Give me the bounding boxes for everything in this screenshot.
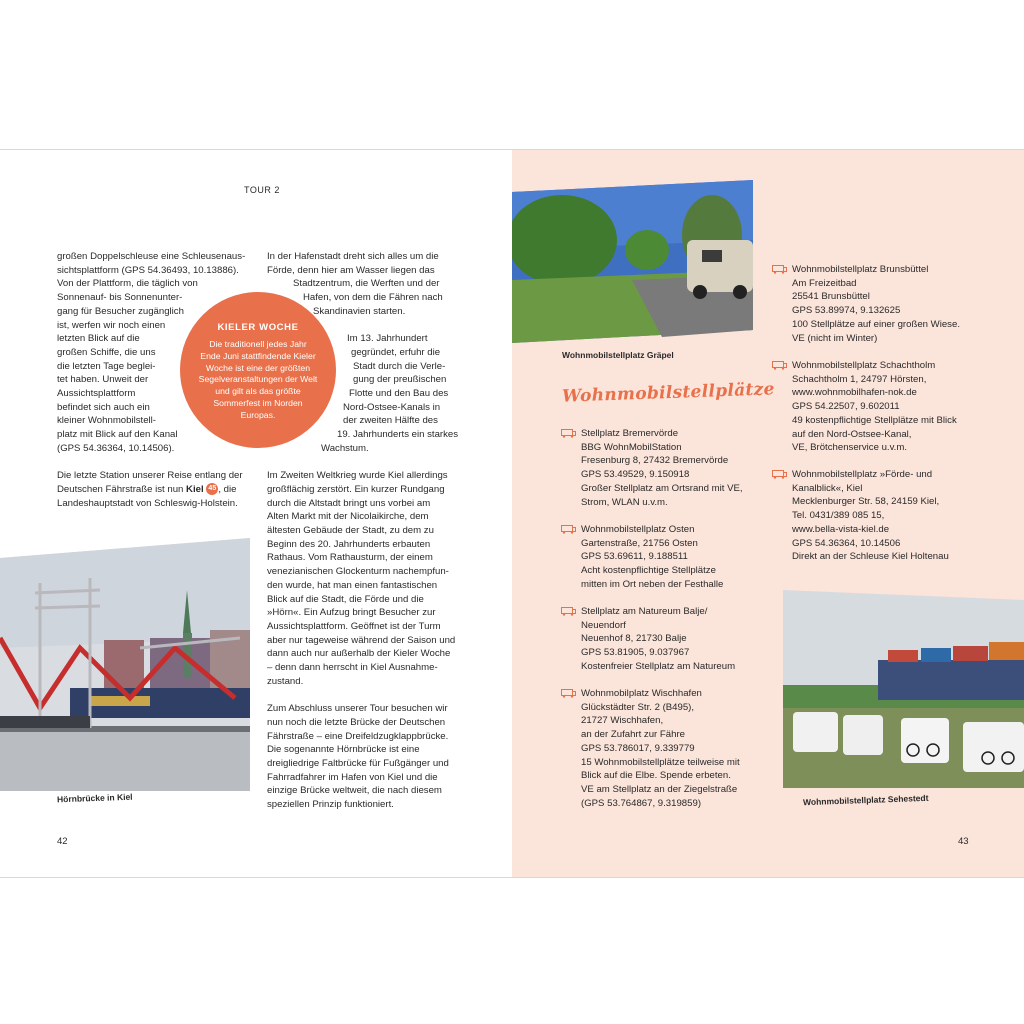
text-line: GPS 53.81905, 9.037967: [581, 647, 690, 659]
entry-title: Wohnmobilstellplatz »Förde- und: [792, 469, 933, 480]
text-line: speziellen Prinzip funktioniert.: [267, 799, 394, 811]
text-line: Alten Markt mit der Nicolaikirche, dem: [267, 511, 429, 523]
text-line: Blick auf die Stadt, die Förde und die: [267, 593, 424, 605]
camper-van-icon: [561, 606, 576, 616]
website-link[interactable]: www.wohnmobilhafen-nok.de: [792, 387, 917, 399]
text-line: GPS 53.69611, 9.188511: [581, 551, 688, 563]
text-line: GPS 54.36364, 10.14506: [792, 537, 901, 549]
text-line: Rathaus. Vom Rathausturm, der einem: [267, 552, 433, 564]
text-line: GPS 53.89974, 9.132625: [792, 305, 901, 317]
camper-van-icon: [772, 360, 787, 370]
text-line: kleiner Wohnmobilstell-: [57, 415, 156, 427]
entry-title: Wohnmobilplatz Wischhafen: [581, 688, 702, 699]
text-line: »Hörn«. Ein Aufzug bringt Besucher zur: [267, 607, 436, 619]
text-line: Förde, denn hier am Wasser liegen das: [267, 264, 435, 276]
text-line: Schachtholm 1, 24797 Hörsten,: [792, 373, 927, 385]
camper-van-icon: [772, 469, 787, 479]
text-line: – denn dann herrscht in Kiel Ausnahme-: [267, 662, 438, 674]
text-line: , die: [218, 483, 237, 495]
text-line: einzige Brücke weltweit, die nach diesem: [267, 785, 442, 797]
text-line: großen Doppelschleuse eine Schleusenaus-: [57, 251, 246, 262]
text-line: Ende Juni stattfindende Kieler: [200, 350, 316, 361]
entry-title: Wohnmobilstellplatz Osten: [581, 524, 695, 535]
entry-title: Wohnmobilstellplatz Schachtholm: [792, 360, 936, 371]
text-line: an der Zufahrt zur Fähre: [581, 729, 685, 741]
text-line: Strom, WLAN u.v.m.: [581, 496, 668, 508]
text-line: Stadt durch die Verle-: [353, 360, 446, 372]
text-line: befindet sich auch ein: [57, 401, 150, 413]
text-line: (GPS 53.764867, 9.319859): [581, 797, 702, 809]
text-line: nun noch die letzte Brücke der Deutschen: [267, 716, 446, 728]
text-line: BBG WohnMobilStation: [581, 441, 682, 453]
text-line: Hafen, von dem die Fähren nach: [303, 292, 443, 304]
text-line: Die traditionell jedes Jahr: [209, 339, 307, 349]
text-line: 21727 Wischhafen,: [581, 715, 664, 727]
text-line: Beginn des 20. Jahrhunderts erbauten: [267, 538, 431, 550]
text-line: Neuenhof 8, 21730 Balje: [581, 633, 687, 645]
text-line: Aussichtsplattform: [57, 388, 136, 400]
photo-caption: Wohnmobilstellplatz Gräpel: [562, 350, 674, 360]
text-line: ist, werfen wir noch einen: [57, 319, 166, 331]
text-line: Neuendorf: [581, 619, 626, 631]
text-line: aber nur tageweise während der Saison und: [267, 634, 456, 646]
paragraph: [267, 702, 463, 812]
text-line: Kostenfreier Stellplatz am Natureum: [581, 660, 736, 672]
infobox-title: KIELER WOCHE: [217, 322, 299, 333]
text-line: dreigliedrige Faltbrücke für Fußgänger und: [267, 757, 449, 769]
text-line: tet haben. Unweit der: [57, 374, 149, 386]
text-line: Glückstädter Str. 2 (B495),: [581, 701, 695, 713]
campers-at-harbour-illustration: [783, 590, 1024, 788]
text-line: Fährstraße – eine Dreifeldzugklappbrücke.: [267, 730, 449, 742]
section-heading: Wohnmobilstellplätze: [561, 379, 776, 407]
paragraph: [267, 469, 463, 688]
text-line: Stadtzentrum, die Werften und der: [293, 278, 440, 290]
text-line: Europas.: [240, 409, 276, 420]
text-line: Im Zweiten Weltkrieg wurde Kiel allerdings: [267, 470, 448, 482]
page-number-left: 42: [57, 836, 68, 847]
text-line: letzten Blick auf die: [57, 333, 140, 345]
photo-sehestedt: [783, 590, 1024, 788]
text-line: 25541 Brunsbüttel: [792, 291, 870, 303]
text-line: gang für Besucher zugänglich: [57, 305, 184, 317]
text-line: auf den Nord-Ostsee-Kanal,: [792, 428, 912, 440]
text-line: platz mit Blick auf den Kanal: [57, 429, 178, 441]
entry-title: Stellplatz am Natureum Balje/: [581, 606, 708, 617]
entry-title: Wohnmobilstellplatz Brunsbüttel: [792, 264, 929, 275]
text-line: zustand.: [267, 675, 304, 687]
camper-entry: [581, 687, 740, 810]
text-line: Woche ist eine der größten: [205, 362, 311, 373]
text-line: Von der Plattform, die täglich von: [57, 278, 198, 290]
text-line: Am Freizeitbad: [792, 277, 857, 289]
text-line: GPS 53.49529, 9.150918: [581, 469, 690, 481]
text-line: großflächig zerstört. Ein kurzer Rundgang: [267, 483, 445, 495]
text-line: 15 Wohnmobilstellplätze teilweise mit: [581, 756, 740, 768]
text-line: Sommerfest im Norden: [213, 397, 303, 408]
text-line: (GPS 54.36364, 10.14506).: [57, 442, 175, 454]
camper-entry: [581, 605, 735, 674]
location-number-badge: 45: [206, 483, 218, 495]
text-line: Fresenburg 8, 27432 Bremervörde: [581, 455, 729, 467]
text-line: Acht kostenpflichtige Stellplätze: [581, 565, 716, 577]
text-line: Flotte und den Bau des: [349, 388, 449, 400]
text-line: Wachstum.: [321, 442, 369, 454]
text-line: Tel. 0431/389 085 15,: [792, 510, 885, 522]
kieler-woche-infobox: [180, 292, 336, 448]
text-line: Landeshauptstadt von Schleswig-Holstein.: [57, 497, 238, 509]
website-link[interactable]: www.bella-vista-kiel.de: [792, 523, 890, 535]
text-line: Direkt an der Schleuse Kiel Holtenau: [792, 551, 949, 563]
camper-entry: [581, 523, 723, 592]
text-line: und gilt als das größte: [215, 386, 301, 397]
entry-title: Stellplatz Bremervörde: [581, 428, 679, 439]
text-line: sichtsplattform (GPS 54.36493, 10.13886).: [57, 264, 239, 276]
infobox-text: [198, 339, 318, 422]
camper-entry: [792, 263, 960, 345]
place-name-kiel: Kiel: [186, 483, 204, 495]
text-line: Fahrradfahrer im Hafen von Kiel und die: [267, 771, 438, 783]
photo-hoernbruecke: [0, 538, 250, 791]
text-line: mitten im Ort neben der Festhalle: [581, 578, 724, 590]
camper-entry: [792, 468, 949, 564]
text-line: Im 13. Jahrhundert: [347, 333, 428, 345]
camper-entry: [792, 359, 957, 455]
text-line: ältesten Gebäude der Stadt, zu dem zu: [267, 525, 434, 537]
text-line: den wurde, hat man einen fantastischen: [267, 579, 438, 591]
text-line: Blick auf die Elbe. Spende erbeten.: [581, 770, 731, 782]
text-line: Mecklenburger Str. 58, 24159 Kiel,: [792, 496, 940, 508]
text-line: VE am Stellplatz an der Ziegelstraße: [581, 783, 738, 795]
text-line: VE (nicht im Winter): [792, 332, 878, 344]
paragraph-kiel: [57, 469, 255, 510]
text-line: Segelveranstaltungen der Welt: [198, 374, 318, 385]
camper-van-icon: [561, 524, 576, 534]
text-line: VE, Brötchenservice u.v.m.: [792, 442, 907, 454]
text-line: Sonnenauf- bis Sonnenunter-: [57, 292, 183, 304]
running-head: TOUR 2: [244, 185, 280, 195]
text-line: Die letzte Station unserer Reise entlang der: [57, 470, 243, 482]
text-line: Zum Abschluss unserer Tour besuchen wir: [267, 703, 448, 715]
page-number-right: 43: [958, 836, 969, 847]
camper-van-icon: [772, 264, 787, 274]
photo-caption: Wohnmobilstellplatz Sehestedt: [802, 792, 929, 808]
text-line: gung der preußischen: [353, 374, 447, 386]
text-line: die letzten Tage beglei-: [57, 360, 156, 372]
camper-van-icon: [561, 428, 576, 438]
book-spread: [0, 149, 1024, 878]
text-line: Die sogenannte Hörnbrücke ist eine: [267, 744, 420, 756]
text-line: der zweiten Hälfte des: [343, 415, 438, 427]
text-line: gegründet, erfuhr die: [351, 346, 441, 358]
text-line: Großer Stellplatz am Ortsrand mit VE,: [581, 482, 743, 494]
text-line: 19. Jahrhunderts ein starkes: [337, 429, 459, 441]
text-line: GPS 54.22507, 9.602011: [792, 401, 900, 413]
text-line: dann auch nur außerhalb der Kieler Woche: [267, 648, 451, 660]
text-line: GPS 53.786017, 9.339779: [581, 742, 695, 754]
camper-entry: [581, 427, 743, 509]
text-line: 49 kostenpflichtige Stellplätze mit Blick: [792, 414, 957, 426]
text-line: 100 Stellplätze auf einer großen Wiese.: [792, 318, 960, 330]
text-line: Skandinavien starten.: [313, 305, 406, 317]
text-line: Aussichtsplattform. Geöffnet ist der Turm: [267, 620, 441, 632]
text-line: großen Schiffe, die uns: [57, 346, 156, 358]
text-line: Kanalblick«, Kiel: [792, 482, 863, 494]
text-line: durch die Altstadt bringt uns vorbei am: [267, 497, 431, 509]
bridge-illustration: [0, 538, 250, 791]
photo-caption: Hörnbrücke in Kiel: [56, 791, 133, 805]
text-line: venezianischen Glockenturm nachempfun-: [267, 566, 449, 578]
camper-van-icon: [561, 688, 576, 698]
text-line: In der Hafenstadt dreht sich alles um die: [267, 251, 439, 262]
photo-graepel: [512, 180, 753, 343]
text-line: Gartenstraße, 21756 Osten: [581, 537, 698, 549]
text-line: Nord-Ostsee-Kanals in: [343, 401, 441, 413]
camper-park-illustration: [512, 180, 753, 343]
text-line: Deutschen Fährstraße ist nun: [57, 483, 187, 495]
